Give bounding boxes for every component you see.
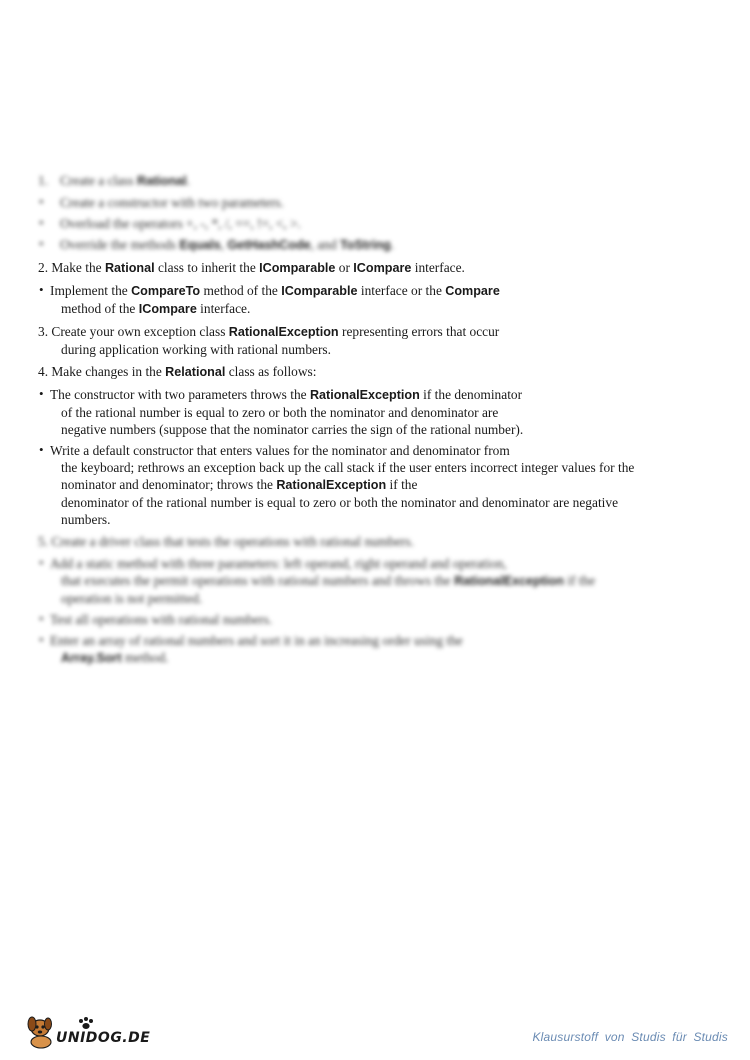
section-3-heading: 3. Create your own exception class RationalException representing errors that occur — [38, 324, 500, 339]
section-4-heading: 4. Make changes in the Relational class as follows: — [38, 364, 317, 379]
bullet-icon: • — [39, 555, 44, 570]
section-4-bullet-1-cont-2: negative numbers (suppose that the nominator carries the sign of the rational number). — [61, 422, 524, 437]
section-5-bullet-2: • Test all operations with rational numbers. — [39, 611, 273, 627]
section-1-heading: 1. Create a class Rational. — [38, 173, 191, 188]
bullet-icon: • — [39, 632, 44, 647]
bullet-icon: • — [39, 236, 44, 251]
section-5-bullet-3-cont: Array.Sort method. — [61, 650, 169, 665]
section-3-cont: during application working with rational numbers. — [61, 342, 331, 357]
section-4-bullet-2-cont-3: denominator of the rational number is equal to zero or both the nominator and denominator are negative — [61, 495, 619, 510]
section-1 — [38, 172, 728, 254]
assignment-text — [38, 172, 728, 667]
section-1-bullet-2: • Overload the operators +, -, *, /, ==, !=, <, >. — [39, 215, 301, 231]
section-4-bullet-1-cont-1: of the rational number is equal to zero or both the nominator and denominator are — [61, 405, 499, 420]
bullet-icon: • — [39, 215, 44, 230]
section-2-bullet-cont: method of the ICompare interface. — [61, 301, 251, 316]
footer-tagline: Klausurstoff von Studis für Studis — [532, 1030, 728, 1044]
bullet-icon: • — [39, 194, 44, 209]
bullet-icon: • — [39, 386, 44, 401]
logo-text: UNIDOG.DE — [56, 1030, 151, 1046]
bullet-icon: • — [39, 442, 44, 457]
section-1-bullet-1: • Create a constructor with two parameters. — [39, 194, 284, 210]
section-4-bullet-2-cont-4: numbers. — [61, 512, 111, 527]
section-4-bullet-1: • The constructor with two parameters throws the RationalException if the denominator — [39, 386, 523, 402]
section-4-bullet-2: • Write a default constructor that enters values for the nominator and denominator from — [39, 442, 510, 458]
section-5-bullet-1-cont-1: that executes the permit operations with rational numbers and throws the RationalException if the — [61, 573, 596, 588]
unidog-logo[interactable] — [26, 1012, 151, 1052]
section-1-number: 1. — [38, 173, 49, 188]
section-2-heading: 2. Make the Rational class to inherit the IComparable or ICompare interface. — [38, 260, 465, 275]
section-5-bullet-1-cont-2: operation is not permitted. — [61, 591, 203, 606]
bullet-icon: • — [39, 611, 44, 626]
section-2-bullet: • Implement the CompareTo method of the IComparable interface or the Compare — [39, 282, 500, 298]
section-5-bullet-1: • Add a static method with three parameters: left operand, right operand and operation, — [39, 555, 507, 571]
section-1-bullet-3: • Override the methods Equals, GetHashCode, and ToString. — [39, 236, 395, 252]
section-5-bullet-3: • Enter an array of rational numbers and sort it in an increasing order using the — [39, 632, 463, 648]
bullet-icon: • — [39, 282, 44, 297]
section-5-heading: 5. Create a driver class that tests the operations with rational numbers. — [38, 534, 414, 549]
section-5 — [38, 533, 728, 667]
section-4-bullet-2-cont-2: nominator and denominator; throws the RationalException if the — [61, 477, 418, 492]
section-4-bullet-2-cont-1: the keyboard; rethrows an exception back up the call stack if the user enters incorrect integer values for the — [61, 460, 635, 475]
